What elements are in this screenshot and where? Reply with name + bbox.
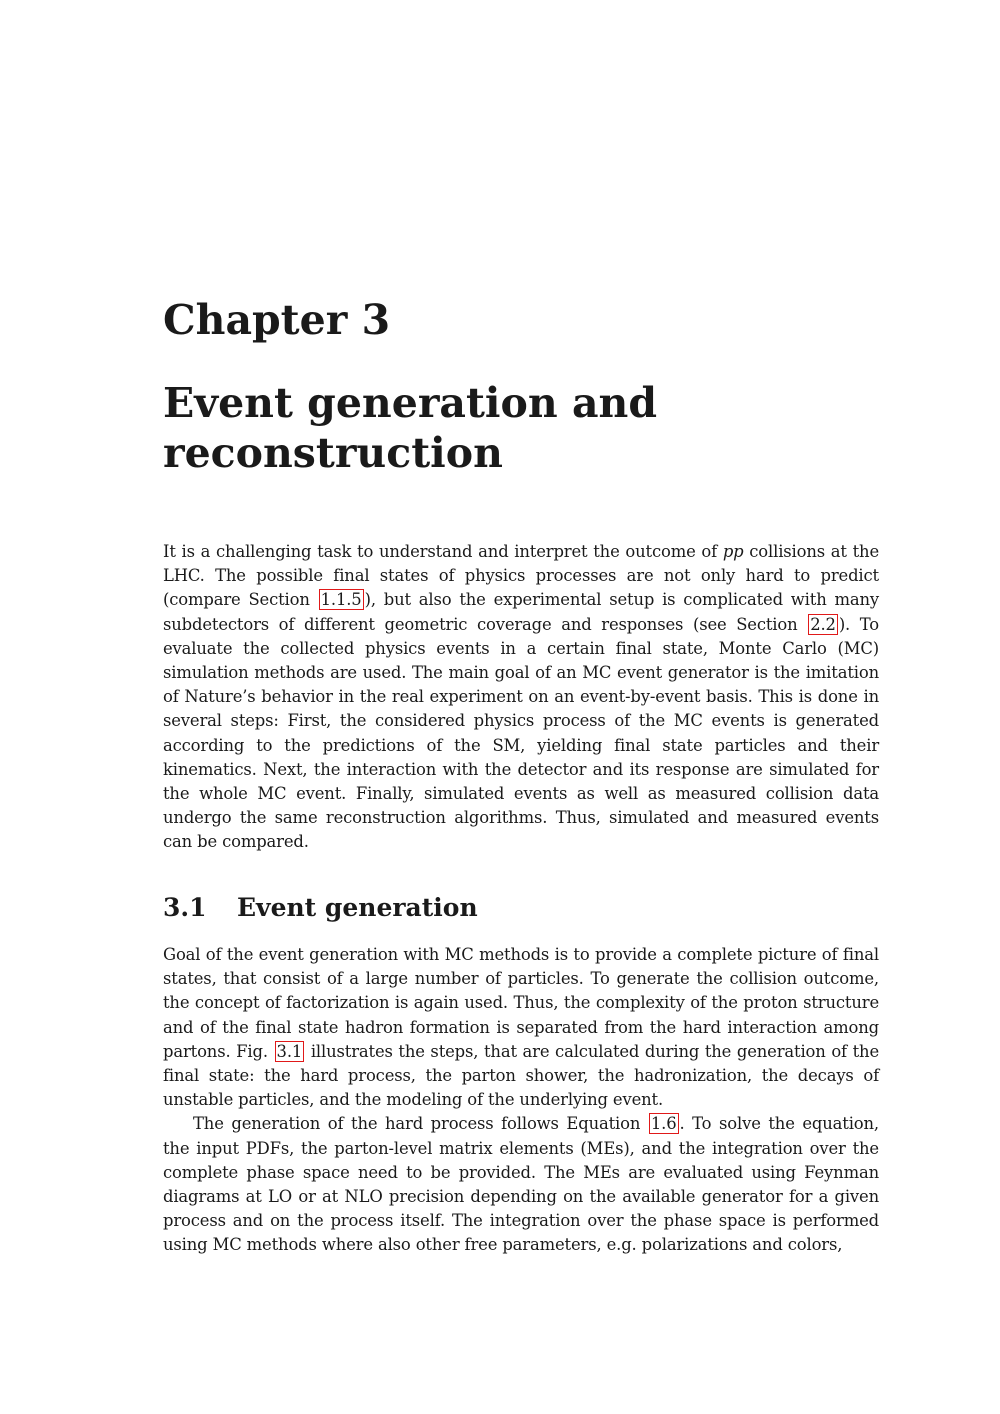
section-paragraph-2 [163, 1112, 879, 1257]
intro-pp-symbol: pp [722, 542, 744, 561]
chapter-title: Event generation and reconstruction [163, 379, 657, 477]
para1-text-a: Goal of the event generation with MC methods is to provide a complete picture of final states, that consist of a large number of particles. To generate the collision outcome, the concept of factorization is again used. Thus, the complexity of the proton structure and of the final state hadron formation is separated from the hard interaction among partons. Fig. [163, 945, 879, 1061]
section-ref-link[interactable]: 1.1.5 [320, 590, 362, 610]
section-number: 3.1 [163, 893, 207, 922]
intro-text-3: ), but also the experimental setup is complicated with many subdetectors of different geometric coverage and responses (see Section [163, 590, 879, 634]
figure-ref-link[interactable]: 3.1 [276, 1041, 303, 1061]
intro-text-4: ). To evaluate the collected physics events in a certain final state, Monte Carlo (MC) simulation methods are used. The main goal of an MC event generator is the imitation of Nature’s behavior in the real experiment on an event-by-event basis. This is done in several steps: First, the considered physics process of the MC events is generated according to the predictions of the SM, yielding final state particles and their kinematics. Next, the interaction with the detector and its response are simulated for the whole MC event. Finally, simulated events as well as measured collision data undergo the same reconstruction algorithms. Thus, simulated and measured events can be compared. [163, 614, 879, 852]
section-body [163, 943, 879, 1258]
intro-paragraph [163, 540, 879, 855]
para2-text-a: The generation of the hard process follows Equation [193, 1114, 648, 1134]
equation-ref-link[interactable]: 1.6 [650, 1114, 677, 1134]
section-title: Event generation [237, 893, 478, 922]
para2-text-b: . To solve the equation, the input PDFs, the parton-level matrix elements (MEs), and the integration over the complete phase space need to be provided. The MEs are evaluated using Feynman diagrams at LO or at NLO precision depending on the available generator for a given process and on the process itself. The integration over the phase space is performed using MC methods where also other free parameters, e.g. polarizations and colors, [163, 1114, 879, 1255]
section-heading [163, 890, 478, 926]
section-paragraph-1 [163, 943, 879, 1112]
chapter-label: Chapter 3 [163, 296, 391, 344]
intro-text-2: collisions at the LHC. The possible final states of physics processes are not only hard to predict (compare Section [163, 542, 879, 610]
para1-text-b: illustrates the steps, that are calculated during the generation of the final state: the hard process, the parton shower, the hadronization, the decays of unstable particles, and the modeling of the underlying event. [163, 1041, 879, 1110]
section-ref-link[interactable]: 2.2 [810, 614, 836, 634]
intro-text-1: It is a challenging task to understand and interpret the outcome of [163, 542, 723, 561]
